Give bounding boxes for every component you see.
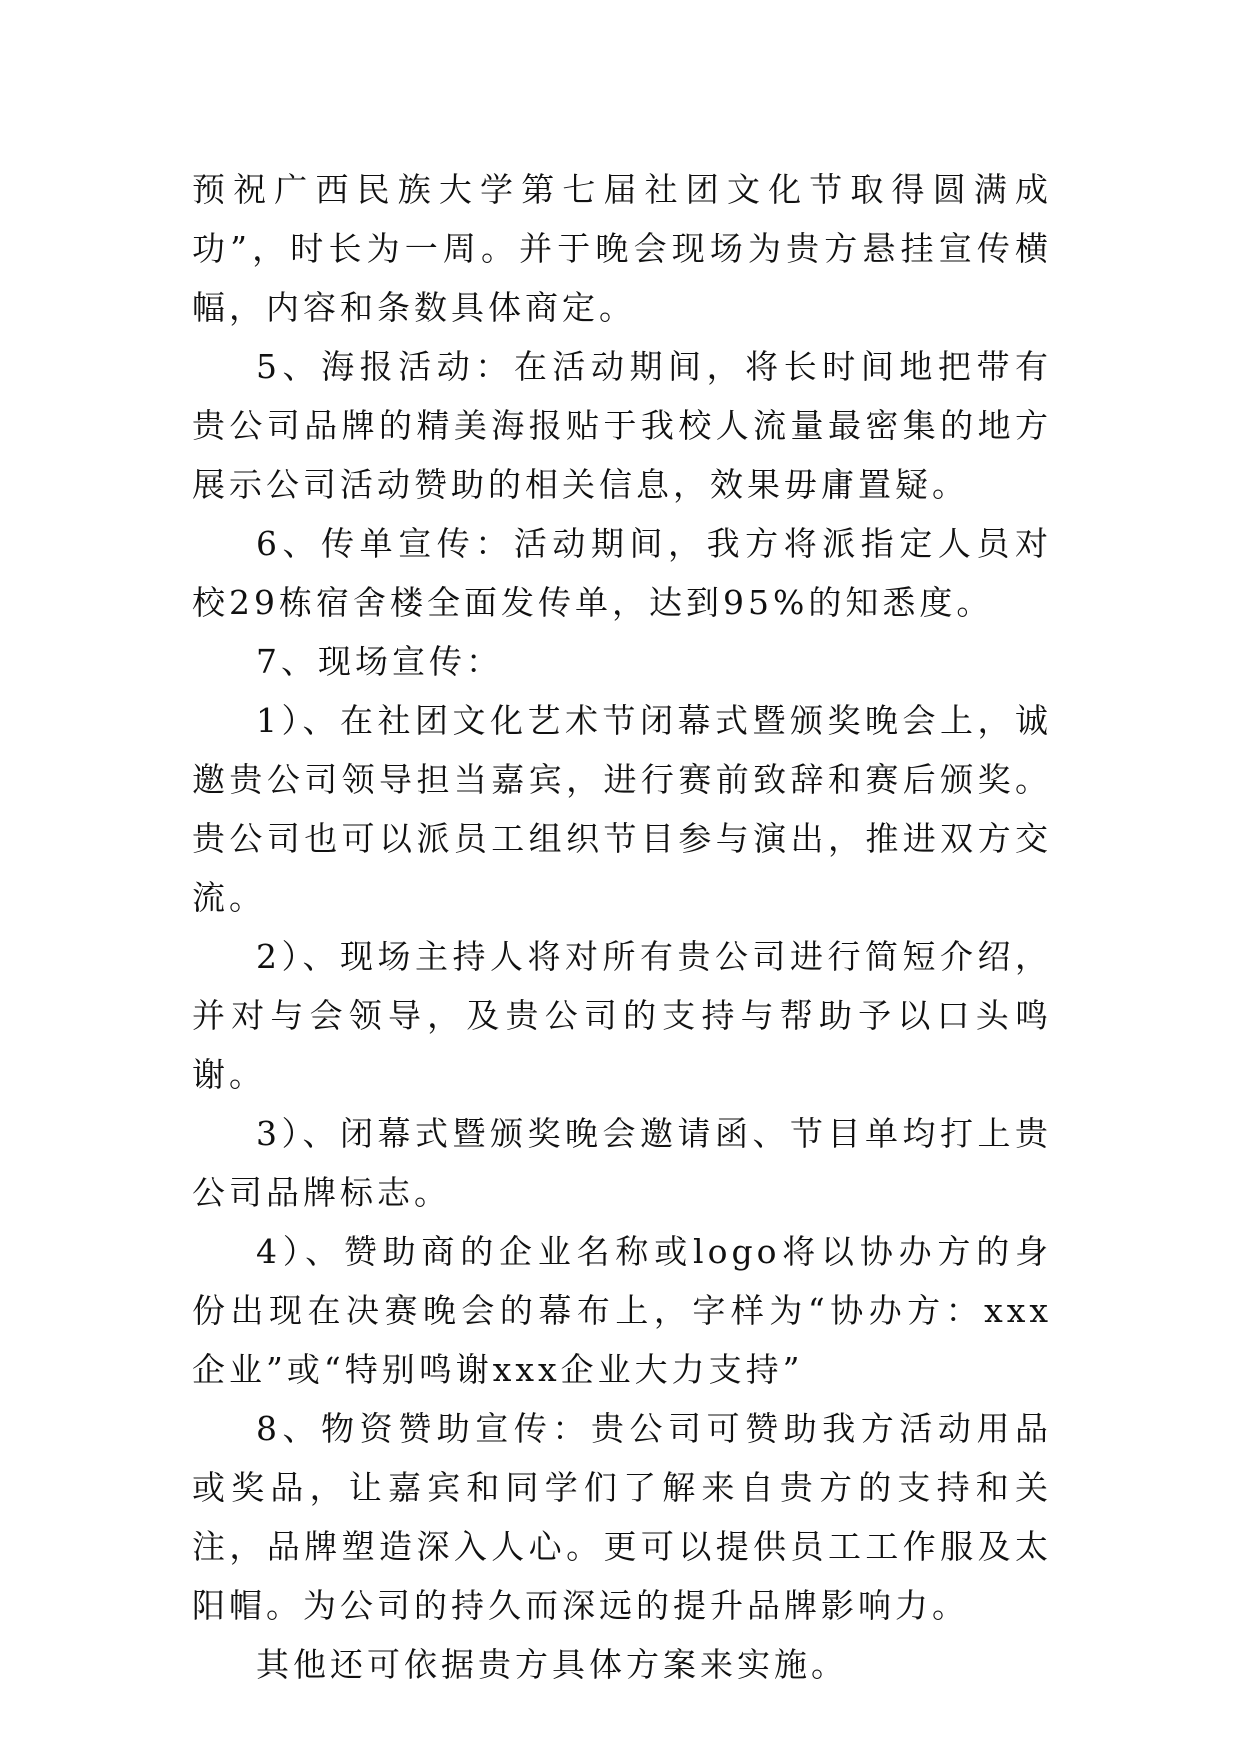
paragraph-continuation: 预祝广西民族大学第七届社团文化节取得圆满成功”，时长为一周。并于晚会现场为贵方悬挂宣传横幅，内容和条数具体商定。	[192, 170, 1052, 327]
paragraph-onsite-promotion-heading: 7、现场宣传：	[256, 642, 503, 681]
document-body	[192, 160, 1052, 1694]
paragraph-material-sponsorship: 8、物资赞助宣传：贵公司可赞助我方活动用品或奖品，让嘉宾和同学们了解来自贵方的支持和关注，品牌塑造深入人心。更可以提供员工工作服及太阳帽。为公司的持久而深远的提升品牌影响力。	[192, 1409, 1052, 1625]
paragraph-onsite-item-1: 1）、在社团文化艺术节闭幕式暨颁奖晚会上，诚邀贵公司领导担当嘉宾，进行赛前致辞和赛后颁奖。贵公司也可以派员工组织节目参与演出，推进双方交流。	[192, 701, 1052, 917]
paragraph-onsite-item-4: 4）、赞助商的企业名称或logo将以协办方的身份出现在决赛晚会的幕布上，字样为“协办方：xxx企业”或“特别鸣谢xxx企业大力支持”	[192, 1232, 1052, 1389]
paragraph-onsite-item-2: 2）、现场主持人将对所有贵公司进行简短介绍，并对与会领导，及贵公司的支持与帮助予以口头鸣谢。	[192, 937, 1052, 1094]
paragraph-onsite-item-3: 3）、闭幕式暨颁奖晚会邀请函、节目单均打上贵公司品牌标志。	[192, 1114, 1052, 1212]
paragraph-flyer-promotion: 6、传单宣传：活动期间，我方将派指定人员对校29栋宿舍楼全面发传单，达到95%的知悉度。	[192, 524, 1052, 622]
paragraph-closing: 其他还可依据贵方具体方案来实施。	[256, 1645, 848, 1684]
paragraph-poster-activity: 5、海报活动：在活动期间，将长时间地把带有贵公司品牌的精美海报贴于我校人流量最密集的地方展示公司活动赞助的相关信息，效果毋庸置疑。	[192, 347, 1052, 504]
